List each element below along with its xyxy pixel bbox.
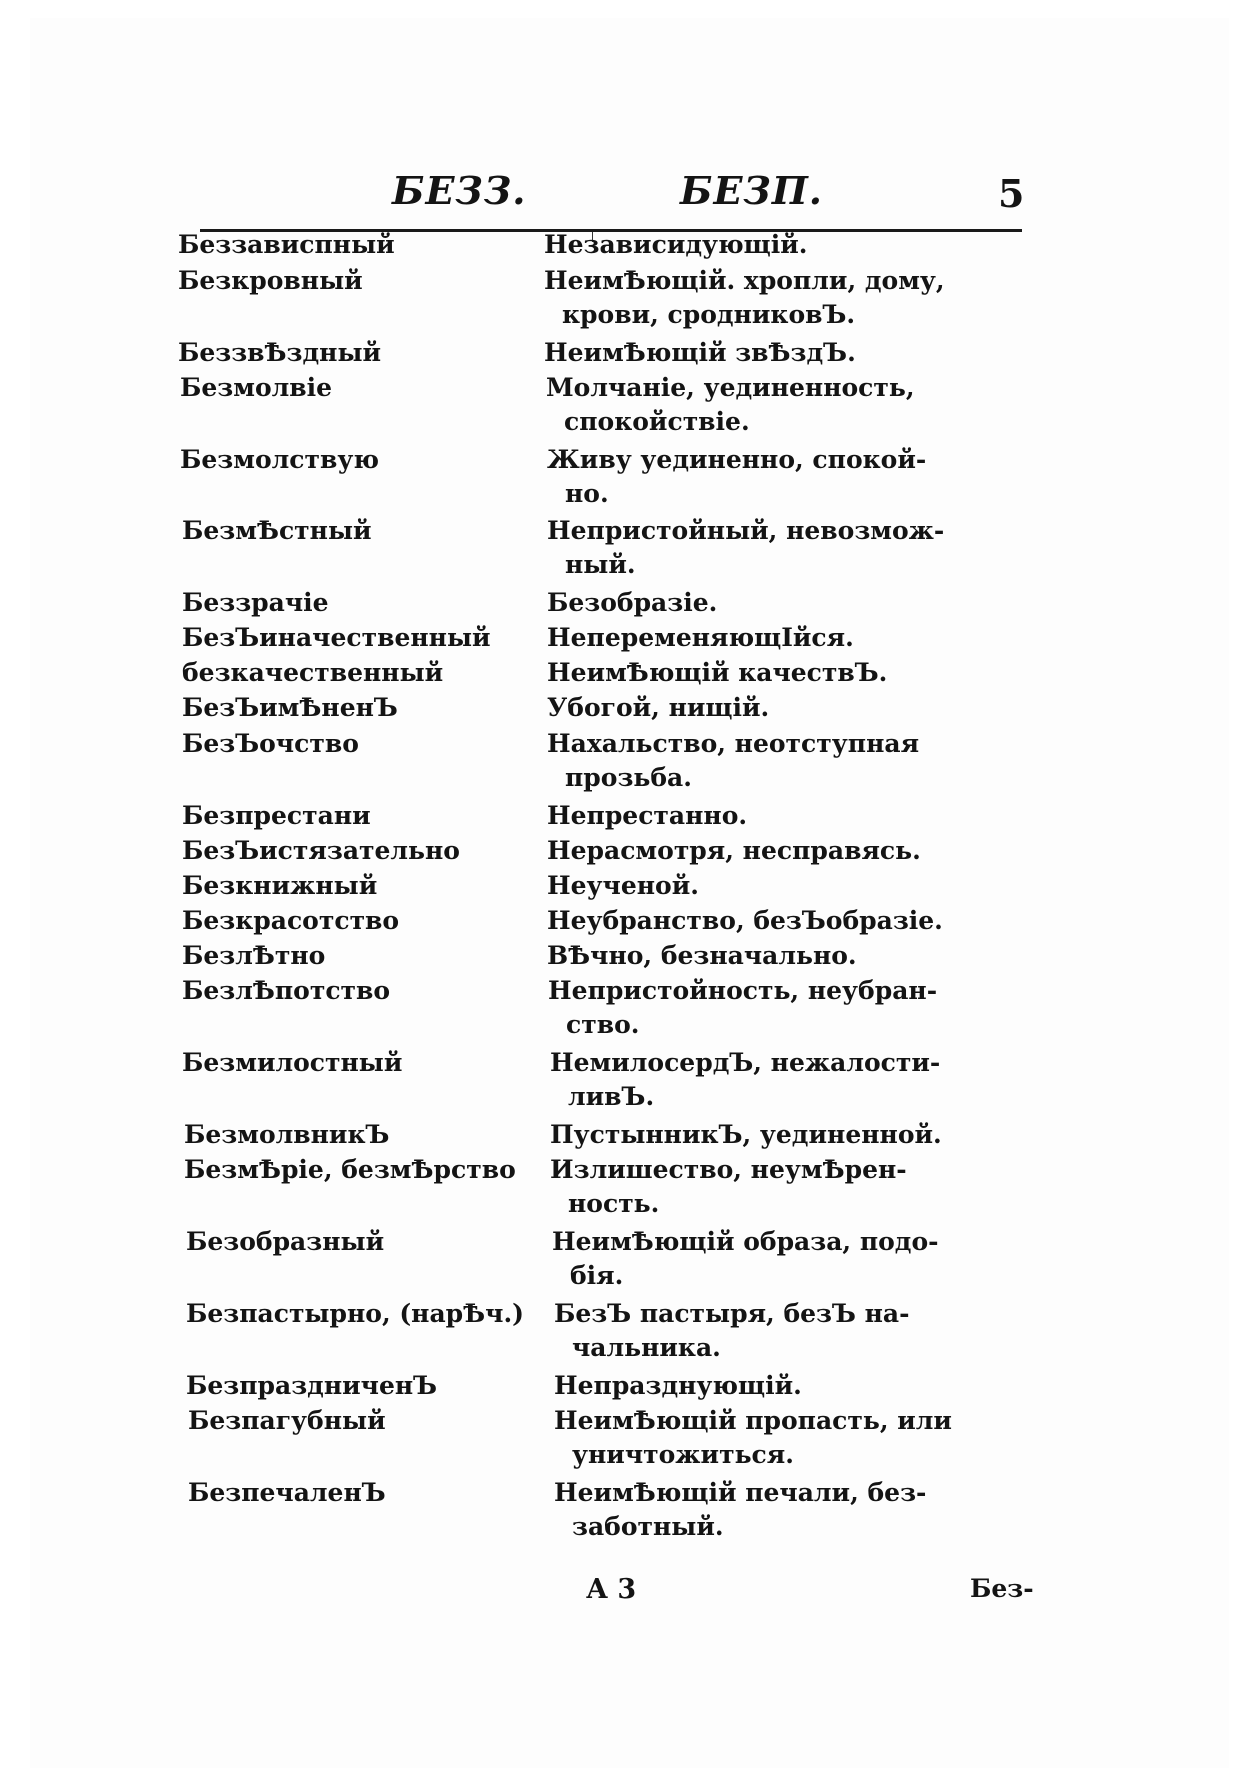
entry-headword: Безобразный [186, 1227, 385, 1256]
running-head-left: БЕЗЗ. [392, 168, 527, 213]
entry-headword: БеззвѢздный [178, 338, 382, 367]
entry-headword: Безпагубный [188, 1406, 386, 1435]
entry-definition: НепеременяющІйся. [547, 623, 854, 652]
entry-headword: Безкрасотство [182, 906, 400, 935]
entry-headword: Безпрестани [182, 801, 371, 830]
entry-headword: безкачественный [182, 658, 444, 687]
signature-mark: А 3 [586, 1574, 637, 1605]
entry-definition: БезЪ пастыря, безЪ на- [554, 1299, 910, 1328]
entry-definition: Непразднующій. [554, 1371, 802, 1400]
entry-definition: НемилосердЪ, нежалости- [550, 1048, 941, 1077]
entry-definition: Неученой. [547, 871, 699, 900]
entry-headword: Безмолвіе [180, 373, 333, 402]
entry-definition: Излишество, неумѢрен- [550, 1155, 907, 1184]
entry-definition: НеимѢющій качествЪ. [547, 658, 888, 687]
entry-definition: НеимѢющій звѢздЪ. [544, 338, 856, 367]
entry-definition-continued: чальника. [572, 1333, 721, 1362]
entry-definition: НеимѢющій печали, без- [554, 1478, 927, 1507]
entry-definition-continued: ство. [566, 1010, 640, 1039]
entry-headword: Безмолствую [180, 445, 379, 474]
entry-headword: БезЪистязательно [182, 836, 460, 865]
entry-headword: БезЪимѢненЪ [182, 693, 398, 722]
entry-definition-continued: уничтожиться. [572, 1440, 794, 1469]
entry-headword: БезЪиначественный [182, 623, 491, 652]
running-head-right: БЕЗП. [680, 168, 823, 213]
entry-definition: Живу уединенно, спокой- [547, 445, 927, 474]
entry-definition-continued: ность. [568, 1189, 660, 1218]
entry-definition: НеимѢющій пропасть, или [554, 1406, 952, 1435]
entry-definition: НеимѢющій образа, подо- [552, 1227, 939, 1256]
entry-definition: Непристойный, невозмож- [547, 516, 945, 545]
entry-headword: БезлѢпотство [182, 976, 391, 1005]
entry-definition: Непристойность, неубран- [548, 976, 938, 1005]
entry-definition: Безобразіе. [547, 588, 718, 617]
entry-definition-continued: заботный. [572, 1512, 724, 1541]
entry-definition-continued: ливЪ. [568, 1082, 655, 1111]
entry-definition: Независидующій. [544, 230, 808, 259]
entry-definition: ПустынникЪ, уединенной. [550, 1120, 942, 1149]
entry-definition-continued: бія. [570, 1261, 624, 1290]
entry-definition: Убогой, нищій. [547, 693, 770, 722]
entry-headword: Беззависпный [178, 230, 395, 259]
entry-headword: БезмолвникЪ [184, 1120, 390, 1149]
page-number: 5 [998, 171, 1026, 216]
entry-definition-continued: прозьба. [565, 763, 692, 792]
entry-headword: Безпастырно, (нарѢч.) [186, 1299, 525, 1328]
entry-headword: БезмѢстный [182, 516, 372, 545]
entry-headword: Безмилостный [182, 1048, 403, 1077]
entry-definition-continued: но. [565, 479, 609, 508]
entry-definition-continued: крови, сродниковЪ. [562, 300, 856, 329]
entry-definition: Нахальство, неотступная [547, 729, 920, 758]
entry-headword: БезлѢтно [182, 941, 326, 970]
entry-definition: Непрестанно. [547, 801, 748, 830]
entry-definition: Неубранство, безЪобразіе. [547, 906, 943, 935]
catchword: Без- [970, 1574, 1034, 1603]
entry-headword: Безкнижный [182, 871, 378, 900]
entry-definition-continued: ный. [565, 550, 636, 579]
entry-headword: Беззрачіе [182, 588, 329, 617]
entry-definition: Молчаніе, уединенность, [546, 373, 915, 402]
entry-headword: БезЪочство [182, 729, 359, 758]
page [30, 18, 1229, 1768]
entry-headword: БезмѢріе, безмѢрство [184, 1155, 516, 1184]
entry-definition-continued: спокойствіе. [564, 407, 750, 436]
dictionary-entries [30, 18, 1229, 1768]
entry-headword: Безкровный [178, 266, 363, 295]
entry-definition: НеимѢющій. хропли, дому, [544, 266, 945, 295]
entry-headword: БезпечаленЪ [188, 1478, 386, 1507]
entry-definition: ВѢчно, безначально. [547, 941, 857, 970]
entry-headword: БезпраздниченЪ [186, 1371, 438, 1400]
entry-definition: Нерасмотря, несправясь. [547, 836, 921, 865]
